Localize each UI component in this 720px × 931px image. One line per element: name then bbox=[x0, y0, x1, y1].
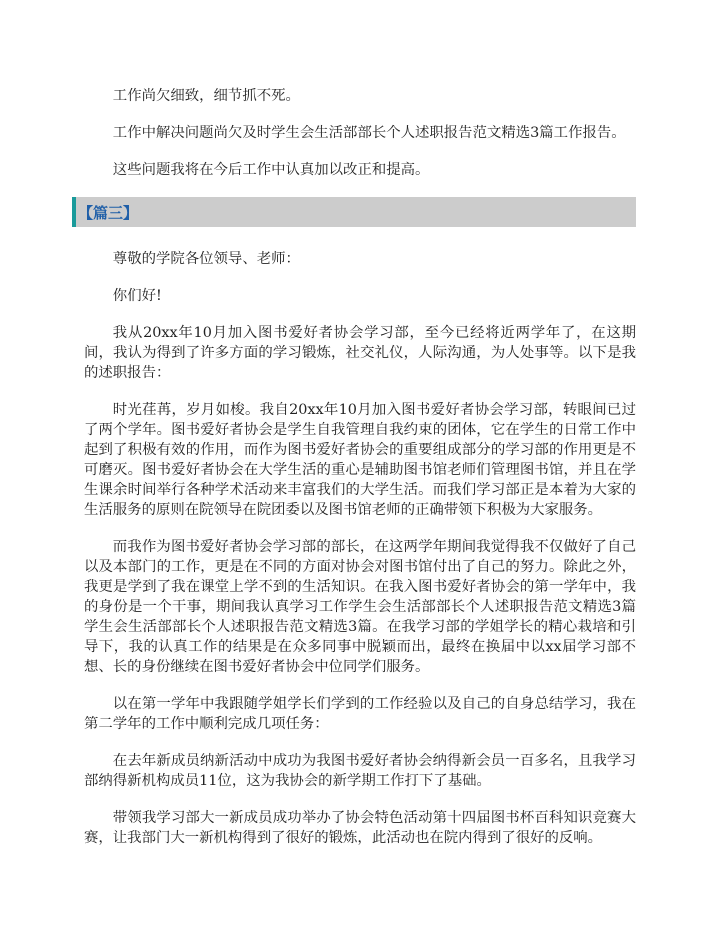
paragraph: 在去年新成员纳新活动中成功为我图书爱好者协会纳得新会员一百多名，且我学习部纳得新机构成员11位，这为我协会的新学期工作打下了基础。 bbox=[84, 753, 636, 789]
paragraph: 这些问题我将在今后工作中认真加以改正和提高。 bbox=[112, 162, 430, 178]
paragraph: 我从20xx年10月加入图书爱好者协会学习部，至今已经将近两学年了，在这期间，我认为得到了许多方面的学习锻炼，社交礼仪，人际沟通，为人处事等。以下是我的述职报告： bbox=[84, 325, 636, 381]
greeting: 你们好! bbox=[112, 288, 162, 304]
paragraph: 带领我学习部大一新成员成功举办了协会特色活动第十四届图书杯百科知识竞赛大赛，让我部门大一新机构得到了很好的锻炼，此活动也在院内得到了很好的反响。 bbox=[84, 810, 636, 846]
document-body bbox=[78, 86, 636, 865]
section-heading: 【篇三】 bbox=[78, 204, 139, 222]
paragraph: 工作中解决问题尚欠及时学生会生活部部长个人述职报告范文精选3篇工作报告。 bbox=[112, 125, 626, 141]
salutation: 尊敬的学院各位领导、老师： bbox=[112, 251, 300, 267]
paragraph: 以在第一学年中我跟随学姐学长们学到的工作经验以及自己的自身总结学习，我在第二学年的工作中顺利完成几项任务： bbox=[84, 696, 636, 732]
paragraph: 而我作为图书爱好者协会学习部的部长，在这两学年期间我觉得我不仅做好了自己以及本部门的工作，更是在不同的方面对协会对图书馆付出了自己的努力。除此之外，我更是学到了我在课堂上学不到的生活知识。在我入图书爱好者协会的第一学年中，我的身份是一个干事，期间我认真学习工作学生会生活部部长个人述职报告范文精选3篇学生会生活部部长个人述职报告范文精选3篇。在我学习部的学姐学长的精心栽培和引导下，我的认真工作的结果是在众多同事中脱颖而出，最终在换届中以xx届学习部不想、长的身份继续在图书爱好者协会中位同学们服务。 bbox=[84, 539, 636, 675]
section-heading-bar bbox=[72, 197, 636, 227]
paragraph: 时光荏苒，岁月如梭。我自20xx年10月加入图书爱好者协会学习部，转眼间已过了两个学年。图书爱好者协会是学生自我管理自我约束的团体，它在学生的日常工作中起到了积极有效的作用，而作为图书爱好者协会的重要组成部分的学习部的作用更是不可磨灭。图书爱好者协会在大学生活的重心是辅助图书馆老师们管理图书馆，并且在学生课余时间举行各种学术活动来丰富我们的大学生活。而我们学习部正是本着为大家的生活服务的原则在院领导在院团委以及图书馆老师的正确带领下积极为大家服务。 bbox=[84, 402, 636, 518]
paragraph: 工作尚欠细致，细节抓不死。 bbox=[112, 88, 300, 104]
